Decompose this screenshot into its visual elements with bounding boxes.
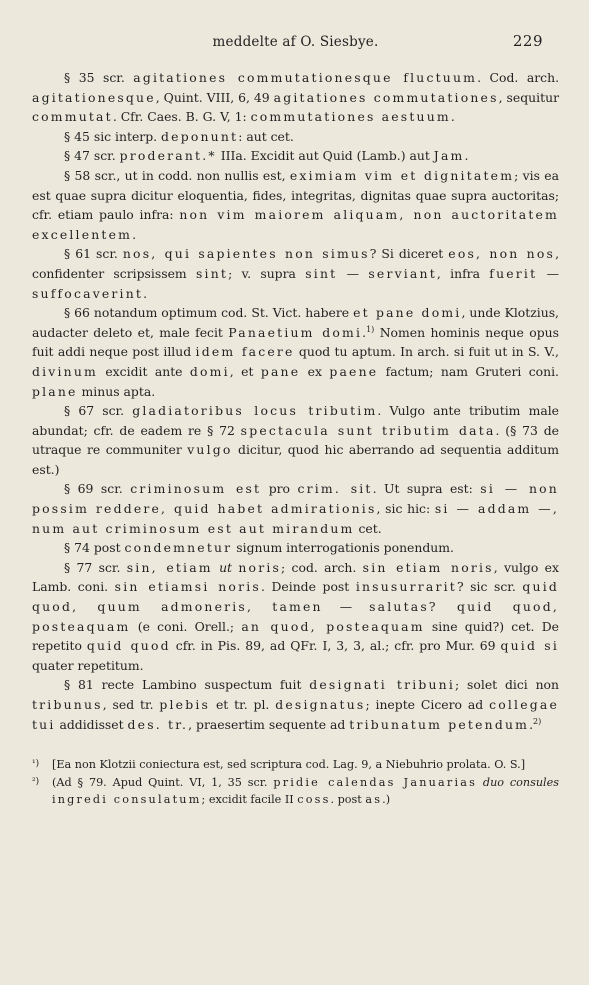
spaced-text: sint — [195, 265, 229, 281]
spaced-text: et pane domi — [353, 305, 462, 321]
text-run: ; cod. arch. — [281, 559, 363, 575]
text-run: : aut cet. — [238, 128, 294, 144]
text-run: ; v. supra — [228, 265, 306, 281]
paragraph — [32, 558, 559, 676]
spaced-text: quid quod — [86, 638, 171, 654]
spaced-text: des. tr. — [127, 716, 189, 732]
text-run: , confidenter scripsissem — [32, 246, 560, 281]
text-run: § 35 scr. — [64, 70, 134, 85]
text-run: § 47 scr. — [64, 148, 120, 164]
text-run: excidit ante — [97, 363, 190, 379]
text-run: . Cfr. Caes. B. G. V, 1: — [112, 109, 251, 125]
spaced-text: as — [365, 793, 383, 807]
spaced-text: serviant — [368, 265, 437, 281]
footnote — [32, 774, 559, 809]
spaced-text: commutat — [32, 109, 113, 125]
text-run: , et — [229, 363, 261, 379]
spaced-text: criminosum est — [130, 481, 262, 497]
page-number: 229 — [512, 32, 543, 50]
text-run: minus apta. — [77, 383, 156, 399]
text-run: ? Si diceret — [369, 246, 449, 262]
body-text — [32, 68, 559, 734]
text-run: . — [143, 285, 148, 301]
spaced-text: sint — [305, 265, 338, 281]
spaced-text: crim. sit — [297, 481, 373, 497]
text-run: ; inepte Cicero ad — [365, 697, 490, 712]
spaced-text: agitationes commutationes — [273, 89, 499, 105]
footnotes — [32, 756, 559, 809]
text-run: ; vis ea est quae supra dicitur eloquentia, fides, integritas, dignitas quae supra auctoritas; cfr. etiam paulo infra: — [32, 167, 559, 223]
text-run: . Ut supra est: — [372, 481, 481, 497]
text-run: ; excidit facile II — [201, 793, 298, 807]
spaced-text: Jam — [433, 148, 465, 164]
spaced-text: divinum — [32, 363, 98, 379]
text-run: . (§ 73 de utraque re communiter — [32, 422, 559, 458]
text-run: ; solet dici non — [455, 677, 559, 693]
spaced-text: idem facere — [195, 344, 295, 360]
text-run: § 74 post — [64, 540, 125, 556]
spaced-text: proderant.* — [119, 148, 217, 164]
spaced-text: vulgo — [187, 442, 233, 458]
footnote — [32, 756, 559, 774]
spaced-text: si — addam —, num aut criminosum est aut mirandum — [32, 501, 559, 536]
paragraph — [32, 303, 559, 401]
spaced-text: eximiam vim et dignitatem — [289, 167, 515, 183]
text-run: . post — [330, 793, 366, 807]
paragraph — [32, 401, 559, 479]
text-run: ex — [300, 363, 330, 379]
text-run: § 45 sic interp. — [64, 128, 162, 144]
text-run: factum; nam Gruteri coni. — [378, 363, 559, 379]
text-run: , Quint. VIII, 6, 49 — [155, 89, 274, 105]
paragraph — [32, 166, 559, 244]
spaced-text: tribunatum petendum — [349, 716, 530, 732]
spaced-text: si — non possim reddere, quid habet admirationis — [32, 481, 559, 517]
italic-text: ut — [219, 559, 233, 575]
paragraph — [32, 244, 559, 303]
text-run: pro — [261, 481, 298, 497]
text-run: IIIa. Excidit aut Quid (Lamb.) aut — [216, 148, 434, 164]
text-run: cfr. in Pis. 89, ad QFr. I, 3, 3, al.; cfr. pro Mur. 69 — [170, 638, 501, 654]
spaced-text: quid quod, quum admoneris, tamen — [32, 579, 559, 615]
text-run: § 69 scr. — [64, 481, 131, 497]
spaced-text: gladiatoribus locus tributim — [132, 403, 378, 419]
text-run: quater repetitum. — [32, 657, 144, 673]
paragraph — [32, 146, 559, 166]
spaced-text: designati tribuni — [309, 677, 456, 693]
spaced-text: ingredi consulatum — [52, 793, 202, 807]
text-run: dicitur, quod hic aberrando ad sequentia additum est.) — [32, 442, 559, 477]
paragraph — [32, 538, 559, 558]
spaced-text: sin etiam noris — [362, 559, 494, 575]
text-run: , infra — [436, 265, 490, 281]
text-run: — — [337, 265, 369, 281]
text-run: (Ad § 79. Apud Quint. VI, 1, 35 scr. — [52, 775, 274, 789]
text-run: . Cod. arch. — [477, 70, 560, 85]
spaced-text: domi — [189, 363, 230, 379]
text-run: . Vulgo ante tributim male abundat; cfr. de eadem re § 72 — [32, 403, 560, 438]
spaced-text: collegae tui — [32, 697, 559, 732]
spaced-text: deponunt — [161, 128, 239, 144]
spaced-text: suffocaverint — [32, 285, 144, 301]
spaced-text: pridie calendas Januarias — [273, 775, 478, 789]
spaced-text: insusurrarit — [355, 579, 457, 595]
text-run: § 77 scr. — [64, 559, 127, 575]
text-run: , praesertim sequente ad — [188, 716, 350, 732]
paragraph — [32, 675, 559, 734]
text-run: § 67 scr. — [64, 403, 133, 419]
spaced-text: sin, etiam — [126, 559, 213, 575]
text-run: . — [132, 226, 137, 242]
text-run: et tr. pl. — [210, 697, 276, 712]
spaced-text: condemnetur — [124, 540, 233, 556]
spaced-text: tribunus — [32, 697, 103, 712]
text-run: , unde Klotzius, audacter deleto et, male fecit — [32, 305, 559, 340]
spaced-text: non vim maiorem aliquam, non auctoritatem excellentem — [32, 207, 559, 242]
text-run: § 58 scr., ut in codd. non nullis est, — [64, 167, 290, 183]
running-title: meddelte af O. Siesbye. — [212, 34, 379, 50]
spaced-text: agitationes commutationesque fluctuum — [133, 70, 478, 85]
text-run: Nomen hominis neque opus fuit addi neque post illud — [32, 324, 559, 360]
text-run: (e coni. Orell.; — [130, 618, 242, 634]
text-run: , sequitur — [498, 89, 559, 105]
spaced-text: agitationesque — [32, 89, 156, 105]
spaced-text: an quod, posteaquam — [241, 618, 425, 634]
spaced-text: spectacula sunt tributim data — [240, 422, 496, 438]
paragraph — [32, 68, 559, 127]
spaced-text: pane — [260, 363, 301, 379]
text-run: § 66 notandum optimum cod. St. Vict. habere — [64, 305, 354, 321]
spaced-text: commutationes aestuum — [250, 109, 451, 125]
footnote-ref: 1) — [366, 324, 375, 334]
text-run: addidisset — [55, 716, 128, 732]
text-run: , sed tr. — [102, 697, 160, 712]
spaced-text: sin etiamsi noris — [114, 579, 261, 595]
paragraph — [32, 127, 559, 147]
text-run: — — [322, 599, 370, 615]
text-run: , vulgo ex Lamb. coni. — [32, 559, 559, 595]
running-header — [32, 26, 559, 56]
italic-text: duo consules — [482, 775, 559, 789]
text-run: . Deinde post — [260, 579, 356, 595]
text-run: . — [450, 109, 455, 125]
footnote-ref: 2) — [533, 716, 542, 726]
spaced-text: quid si — [500, 638, 560, 654]
text-run: quod tu aptum. In arch. si fuit ut in S. V., — [294, 344, 559, 360]
text-run: § 81 recte Lambino suspectum fuit — [64, 677, 310, 693]
paragraph — [32, 479, 559, 538]
footnote-mark: ¹) — [32, 759, 40, 770]
spaced-text: designatus — [275, 697, 366, 712]
spaced-text: paene — [329, 363, 379, 379]
text-run: cet. — [354, 520, 382, 536]
text-run: signum interrogationis ponendum. — [232, 540, 454, 556]
text-run: ? sic scr. — [456, 579, 523, 595]
spaced-text: salutas? quid quod, posteaquam — [32, 599, 559, 634]
spaced-text: coss — [297, 793, 331, 807]
footnote-mark: ²) — [32, 776, 40, 787]
text-run: .) — [382, 793, 391, 807]
text-run: — — [537, 265, 559, 281]
spaced-text: Panaetium domi — [228, 324, 363, 340]
text-run: . — [529, 716, 534, 732]
text-run: [Ea non Klotzii coniectura est, sed scriptura cod. Lag. 9, a Niebuhrio prolata. O. S.] — [52, 758, 526, 772]
spaced-text: plebis — [159, 697, 211, 712]
spaced-text: nos, qui sapientes non simus — [122, 246, 370, 262]
spaced-text: fuerit — [489, 265, 538, 281]
text-run: sine quid?) cet. De repetito — [32, 618, 559, 654]
text-run: . — [464, 148, 469, 164]
text-run: § 61 scr. — [64, 246, 123, 262]
text-run: . — [362, 324, 367, 340]
spaced-text: eos, non nos — [448, 246, 556, 262]
spaced-text: noris — [238, 559, 282, 575]
text-run: , sic hic: — [376, 501, 435, 517]
spaced-text: plane — [32, 383, 78, 399]
